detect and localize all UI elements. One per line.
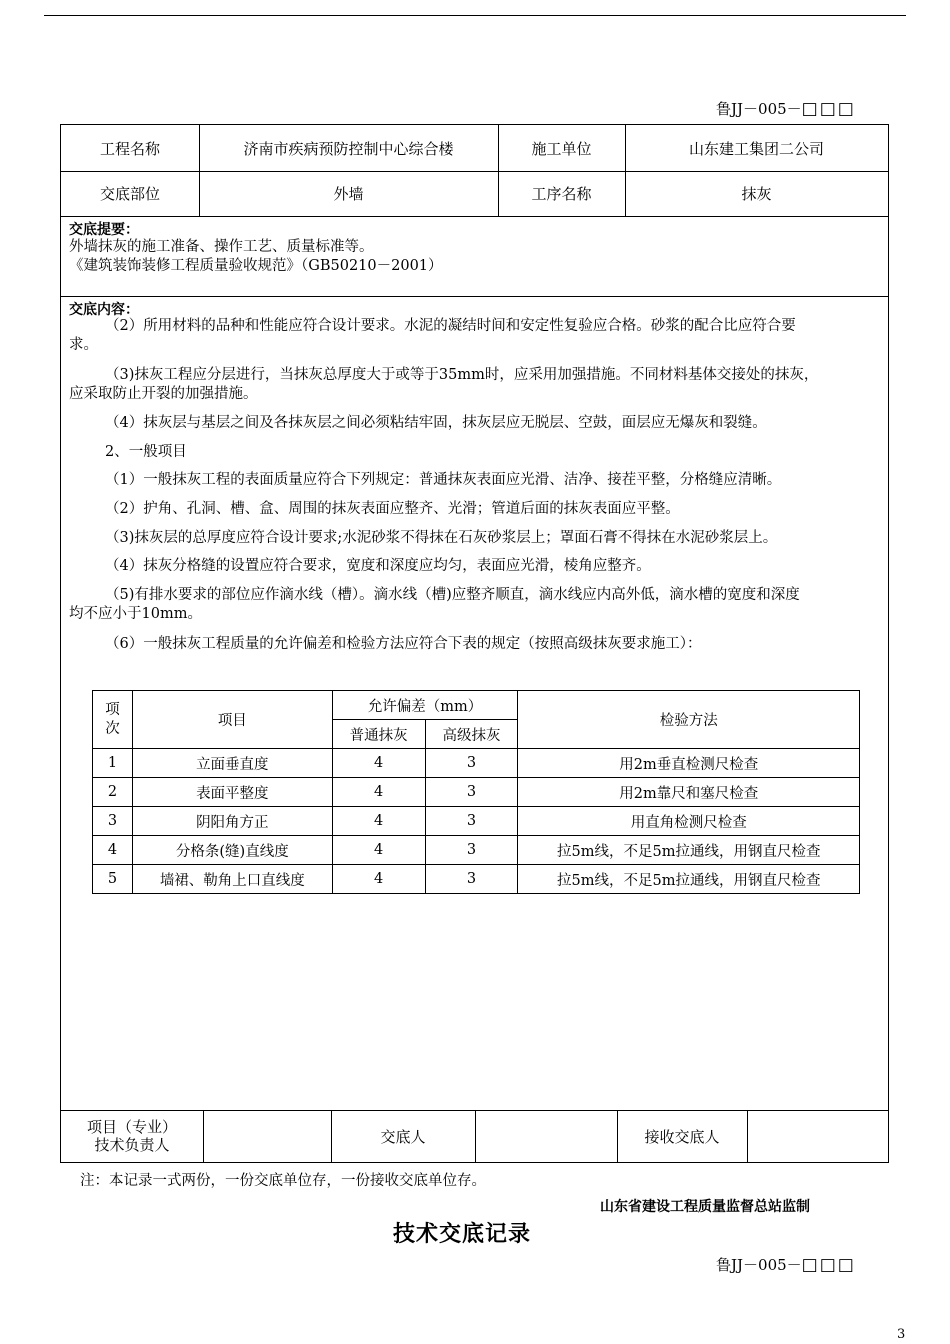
content-paragraph: 2、一般项目 [105, 444, 187, 460]
header-allowance: 允许偏差（mm） [332, 691, 518, 720]
content-paragraph: 应采取防止开裂的加强措施。 [69, 386, 258, 402]
summary-line: 外墙抹灰的施工准备、操作工艺、质量标准等。 [69, 239, 374, 255]
content-paragraph: （3)抹灰工程应分层进行，当抹灰总厚度大于或等于35mm时，应采用加强措施。不同材料基体交接处的抹灰， [105, 367, 819, 383]
row-high: 3 [425, 865, 518, 894]
tech-lead-label-line: 技术负责人 [94, 1136, 170, 1154]
receiver-label: 接收交底人 [644, 1127, 720, 1146]
page-number: 3 [897, 1327, 906, 1342]
row-no: 4 [93, 836, 133, 865]
receiver-signature [747, 1110, 888, 1162]
header-item: 项目 [132, 691, 332, 749]
table-row [93, 865, 860, 894]
header-high: 高级抹灰 [425, 720, 518, 749]
presenter-label: 交底人 [380, 1127, 426, 1146]
footer-note: 注：本记录一式两份，一份交底单位存，一份接收交底单位存。 [80, 1173, 486, 1189]
process-label: 工序名称 [531, 185, 592, 203]
contractor-label: 施工单位 [531, 139, 592, 158]
row-no: 2 [93, 778, 133, 807]
top-rule [44, 15, 906, 16]
project-name-value: 济南市疾病预防控制中心综合楼 [243, 139, 454, 158]
part-value: 外墙 [333, 185, 364, 203]
doc-code-text: 鲁JJ－005－ [716, 100, 802, 118]
summary-title: 交底提要： [69, 222, 139, 238]
content-paragraph: （4）抹灰层与基层之间及各抹灰层之间必须粘结牢固，抹灰层应无脱层、空鼓，面层应无爆灰和裂缝。 [105, 415, 767, 431]
row-divider [61, 216, 888, 217]
content-paragraph: （2）所用材料的品种和性能应符合设计要求。水泥的凝结时间和安定性复验应合格。砂浆的配合比应符合要 [105, 318, 796, 334]
row-no: 1 [93, 749, 133, 778]
row-high: 3 [425, 778, 518, 807]
row-high: 3 [425, 836, 518, 865]
row-item: 立面垂直度 [132, 749, 332, 778]
row-normal: 4 [332, 749, 425, 778]
doc-code-text: 鲁JJ－005－ [716, 1256, 802, 1274]
row-item: 分格条(缝)直线度 [132, 836, 332, 865]
header-normal: 普通抹灰 [332, 720, 425, 749]
tech-lead-signature [203, 1110, 331, 1162]
row-method: 用2m靠尺和塞尺检查 [518, 778, 860, 807]
table-row [93, 836, 860, 865]
row-normal: 4 [332, 807, 425, 836]
row-item: 阴阳角方正 [132, 807, 332, 836]
header-item-no: 项次 [93, 691, 133, 749]
table-header-row [93, 691, 860, 720]
row-item: 墙裙、勒角上口直线度 [132, 865, 332, 894]
tech-lead-label [61, 1110, 203, 1162]
row-normal: 4 [332, 836, 425, 865]
table-row [93, 807, 860, 836]
record-form [60, 124, 889, 1163]
content-paragraph: （5)有排水要求的部位应作滴水线（槽）。滴水线（槽)应整齐顺直，滴水线应内高外低，滴水槽的宽度和深度 [105, 587, 800, 603]
doc-code-boxes: □□□ [801, 99, 856, 119]
content-paragraph: （1）一般抹灰工程的表面质量应符合下列规定：普通抹灰表面应光滑、洁净、接茬平整，分格缝应清晰。 [105, 472, 782, 488]
process-value: 抹灰 [741, 185, 772, 203]
row-high: 3 [425, 749, 518, 778]
row-method: 用直角检测尺检查 [518, 807, 860, 836]
row-high: 3 [425, 807, 518, 836]
summary-line: 《建筑装饰装修工程质量验收规范》（GB50210－2001） [69, 258, 443, 274]
row-no: 3 [93, 807, 133, 836]
table-row [93, 749, 860, 778]
deviation-table [92, 690, 860, 894]
row-method: 用2m垂直检测尺检查 [518, 749, 860, 778]
content-paragraph: （2）护角、孔洞、槽、盒、周围的抹灰表面应整齐、光滑；管道后面的抹灰表面应平整。 [105, 501, 680, 517]
content-title: 交底内容： [69, 302, 139, 318]
tech-lead-label-line: 项目（专业） [86, 1118, 177, 1136]
content-paragraph: （4）抹灰分格缝的设置应符合要求，宽度和深度应均匀，表面应光滑，棱角应整齐。 [105, 558, 651, 574]
row-normal: 4 [332, 865, 425, 894]
part-label: 交底部位 [99, 185, 160, 203]
content-paragraph: （6）一般抹灰工程质量的允许偏差和检验方法应符合下表的规定（按照高级抹灰要求施工）： [105, 636, 702, 652]
row-divider [61, 296, 888, 297]
contractor-value: 山东建工集团二公司 [688, 139, 824, 158]
issuer: 山东省建设工程质量监督总站监制 [600, 1199, 810, 1215]
row-normal: 4 [332, 778, 425, 807]
content-paragraph: （3)抹灰层的总厚度应符合设计要求;水泥砂浆不得抹在石灰砂浆层上；罩面石膏不得抹在水泥砂浆层上。 [105, 530, 778, 546]
content-paragraph: 求。 [69, 337, 98, 353]
content-paragraph: 均不应小于10mm。 [69, 606, 202, 622]
row-no: 5 [93, 865, 133, 894]
row-method: 拉5m线，不足5m拉通线，用钢直尺检查 [518, 865, 860, 894]
presenter-signature [475, 1110, 617, 1162]
row-item: 表面平整度 [132, 778, 332, 807]
header-method: 检验方法 [518, 691, 860, 749]
project-name-label: 工程名称 [99, 139, 160, 158]
page-title: 技术交底记录 [393, 1222, 532, 1247]
doc-code-boxes: □□□ [801, 1255, 856, 1275]
doc-code [716, 98, 856, 119]
row-method: 拉5m线，不足5m拉通线，用钢直尺检查 [518, 836, 860, 865]
table-row [93, 778, 860, 807]
doc-code-bottom [716, 1254, 856, 1275]
